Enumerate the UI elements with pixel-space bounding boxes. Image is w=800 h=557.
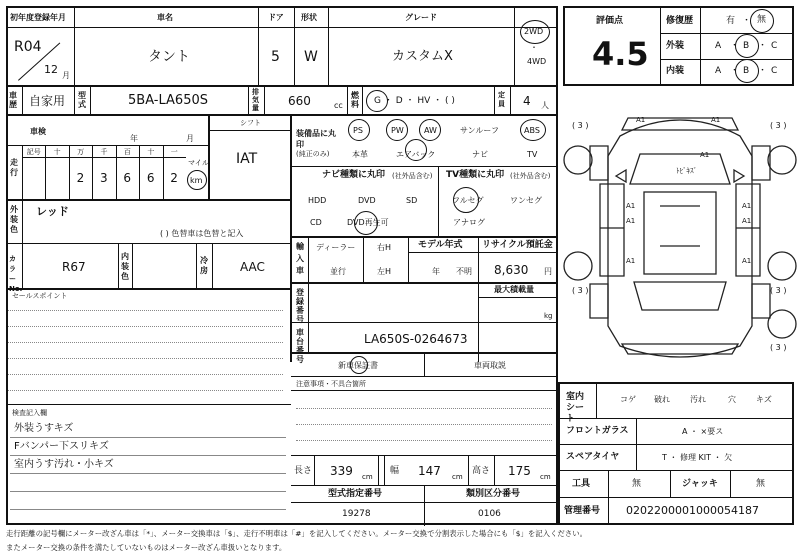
width: 147 [418, 464, 441, 478]
height-label: 高さ [472, 466, 491, 476]
diag-label-7: A1 [626, 257, 636, 265]
door-label: ドア [268, 13, 284, 22]
color-note: ( ) 色替車は色替と記入 [160, 229, 244, 238]
nav-sd: SD [406, 196, 418, 205]
shape: W [304, 49, 318, 65]
notes-label: 注意事項・不具合箇所 [296, 380, 366, 388]
windshield-label: フロントガラス [566, 426, 629, 436]
fuel-label: 燃料 [351, 91, 359, 109]
equip-sunroof: サンルーフ [460, 126, 499, 135]
equip-navi: ナビ [472, 150, 488, 159]
model-year-unknown: 不明 [456, 267, 472, 276]
bracket-br2: ( 3 ) [770, 343, 787, 352]
model-year-label: モデル年式 [418, 240, 463, 250]
tv-label: TV種類に丸印 [446, 170, 505, 180]
diag-label-4: A1 [626, 217, 636, 225]
nav-label: ナビ種類に丸印 [322, 170, 386, 180]
odometer-label: 記号 [26, 148, 41, 156]
tv-sublabel: (社外品含む) [510, 172, 551, 180]
history: 自家用 [29, 94, 66, 108]
import-parallel: 並行 [330, 267, 346, 276]
diag-label-2: A1 [711, 116, 721, 124]
manual: 車両取説 [474, 361, 506, 370]
windshield-items: A ・ ×要ス [682, 427, 724, 436]
ac-label: 冷房 [200, 256, 208, 275]
bracket-br: ( 3 ) [770, 286, 787, 295]
height: 175 [508, 464, 531, 478]
tools: 無 [632, 479, 642, 489]
odometer-label: 万 [77, 148, 85, 156]
ext-dot2: ・ [758, 41, 768, 51]
color-no-label: カラーNo. [9, 255, 23, 293]
shaken-month-unit: 月 [186, 134, 194, 143]
nav-cd: CD [310, 218, 322, 227]
max-load-unit: kg [544, 312, 553, 320]
class-no-label: 類別区分番号 [466, 489, 521, 499]
import-label: 輸入車 [296, 242, 304, 275]
odometer-digit: 2 [76, 171, 85, 185]
import-left: 左H [377, 267, 392, 276]
repair-dot: ・ [742, 16, 752, 26]
reg-month-unit: 月 [62, 71, 70, 80]
odometer-label: 十 [147, 148, 155, 156]
sales-point-label: セールスポイント [12, 292, 68, 300]
footer-line-1: 走行距離の記号欄にメーター改ざん車は「*」、メーター交換車は「$」、走行不明車は「#」を記入してください。メーター交換で分割表示した場合にも「$」を記入ください。 [6, 529, 587, 538]
capacity: 4 [523, 94, 531, 108]
inspector-line-3: 室内うす汚れ・小キズ [14, 459, 114, 470]
type-no: 19278 [342, 509, 371, 519]
repair-yes: 有 [726, 16, 736, 26]
drive-4wd: 4WD [527, 57, 547, 66]
diag-label-3: A1 [626, 202, 636, 210]
reg-year-label: 初年度登録年月 [10, 13, 66, 22]
int-dot1: ・ [730, 66, 740, 76]
equip-tv: TV [527, 150, 538, 159]
inspector-line-1: 外装うすキズ [14, 423, 74, 434]
height-unit: cm [540, 473, 551, 481]
door-count: 5 [271, 49, 280, 65]
recycle-unit: 円 [544, 267, 552, 276]
car-diagram [560, 96, 800, 376]
diag-label-8: A1 [742, 257, 752, 265]
inspector-line-2: Fバンパー下スリキズ [14, 441, 109, 452]
tv-analog: アナログ [453, 218, 485, 227]
interior-sheet-label: 室内シート [566, 392, 585, 424]
spare-items: T ・ 修理 KIT ・ 欠 [662, 453, 733, 462]
import-dealer: ディーラー [316, 243, 356, 252]
mile-label: マイル [188, 159, 209, 167]
bracket-tr: ( 3 ) [770, 121, 787, 130]
odometer-digit: 3 [100, 171, 108, 185]
max-load-label: 最大積載量 [494, 285, 534, 294]
equip-ps: PS [353, 126, 363, 135]
score-value: 4.5 [592, 35, 649, 73]
int-dot2: ・ [758, 66, 768, 76]
import-right: 右H [377, 243, 392, 252]
fuel-options: G ・ D ・ HV ・ ( ) [374, 96, 455, 106]
ext-c: C [771, 41, 778, 51]
displacement: 660 [288, 94, 311, 108]
odometer-label: 一 [170, 148, 178, 156]
tools-label: 工具 [572, 479, 591, 489]
int-c: C [771, 66, 778, 76]
odometer-digit: 2 [170, 171, 178, 185]
footer-line-2: またメーター交換の条件を満たしていないものはメーター改ざん車扱いとなります。 [6, 543, 287, 552]
sheet-tear: 破れ [654, 395, 670, 404]
displacement-label: 排気量 [252, 88, 259, 112]
drive-2wd: 2WD [524, 27, 544, 36]
reg-year: R04 [14, 39, 42, 55]
model-label: 型式 [78, 91, 86, 109]
warranty: 新車保証書 [338, 361, 378, 370]
sheet-hole: 穴 [728, 395, 736, 404]
diag-label-10: ﾄﾋﾞｷｽﾞ [676, 167, 697, 175]
diag-label-6: A1 [742, 217, 752, 225]
shaken-label: 車検 [30, 127, 46, 136]
equipment-sublabel: (純正のみ) [296, 150, 330, 158]
history-label: 車歴 [9, 91, 17, 109]
equip-pw: PW [391, 126, 404, 135]
mgmt-no: 0202200001000054187 [626, 504, 759, 517]
jack-label: ジャッキ [682, 479, 718, 489]
shape-label: 形状 [301, 13, 317, 22]
equipment-label: 装備品に丸印 [296, 129, 336, 149]
odometer-digit: 6 [123, 171, 132, 185]
grade-label: グレード [405, 13, 437, 22]
drive-dot: ・ [530, 43, 538, 52]
color-no: R67 [62, 260, 86, 274]
width-unit: cm [452, 473, 463, 481]
tv-fullseg: フルセグ [452, 196, 484, 205]
chassis: LA650S-0264673 [364, 332, 468, 346]
shaken-year-unit: 年 [130, 134, 138, 143]
reg-month: 12 [44, 63, 58, 76]
interior-color-label: 内装色 [121, 252, 129, 281]
capacity-unit: 人 [541, 101, 549, 110]
model: 5BA-LA650S [128, 93, 208, 108]
mgmt-label: 管理番号 [564, 506, 601, 516]
nav-sublabel: (社外品含む) [392, 172, 433, 180]
odometer-label: 百 [123, 148, 131, 156]
ext-dot1: ・ [730, 41, 740, 51]
shift-label: シフト [240, 119, 261, 127]
repair-none: 無 [757, 15, 767, 25]
diag-label-5: A1 [742, 202, 752, 210]
odometer-label: 千 [100, 148, 108, 156]
grade: カスタムX [392, 49, 453, 64]
jack: 無 [756, 479, 766, 489]
sheet-scratch: キズ [756, 395, 772, 404]
chassis-label: 車台番号 [296, 328, 304, 364]
class-no: 0106 [478, 509, 501, 519]
equip-aw: AW [424, 126, 437, 135]
car-name-label: 車名 [157, 13, 173, 22]
odometer-label: 十 [53, 148, 61, 156]
equip-airbag: エアバック [396, 150, 436, 159]
recycle: 8,630 [494, 263, 529, 277]
nav-hdd: HDD [308, 196, 327, 205]
diag-label-9: A1 [700, 151, 710, 159]
spare-label: スペアタイヤ [566, 452, 620, 462]
interior-grade-label: 内装 [666, 66, 685, 76]
score-label: 評価点 [596, 16, 624, 26]
length-unit: cm [362, 473, 373, 481]
color-label: 外装色 [10, 205, 18, 234]
type-no-label: 型式指定番号 [328, 489, 383, 499]
bracket-tl: ( 3 ) [572, 121, 589, 130]
mileage-label: 走行 [10, 158, 18, 177]
exterior-grade-label: 外装 [666, 41, 685, 51]
equip-abs: ABS [524, 126, 540, 135]
repair-label: 修復歴 [666, 16, 694, 26]
bracket-bl: ( 3 ) [572, 286, 589, 295]
model-year-unit: 年 [432, 267, 440, 276]
shift: IAT [236, 151, 258, 167]
ac: AAC [240, 260, 265, 274]
width-label: 幅 [390, 466, 400, 476]
sheet-dirt: 汚れ [690, 395, 706, 404]
diag-label-1: A1 [636, 116, 646, 124]
sheet-burn: コゲ [620, 395, 636, 404]
odometer-digit: 6 [146, 171, 155, 185]
registration-label: 登録番号 [296, 288, 304, 324]
capacity-label: 定員 [498, 91, 505, 108]
tv-oneseg: ワンセグ [510, 196, 542, 205]
nav-dvd: DVD [358, 196, 376, 205]
length-label: 長さ [294, 466, 313, 476]
nav-dvd-play: DVD再生可 [347, 218, 389, 227]
equip-leather: 本革 [352, 150, 368, 159]
int-a: A [715, 66, 722, 76]
ext-b: B [743, 41, 750, 51]
inspector-label: 検査記入欄 [12, 409, 47, 417]
int-b: B [743, 66, 750, 76]
length: 339 [330, 464, 353, 478]
recycle-label: リサイクル預託金 [482, 240, 553, 250]
km-label: km [190, 176, 203, 185]
exterior-color: レッド [36, 205, 69, 218]
ext-a: A [715, 41, 722, 51]
car-name: タント [148, 49, 190, 65]
displacement-unit: cc [334, 101, 343, 110]
